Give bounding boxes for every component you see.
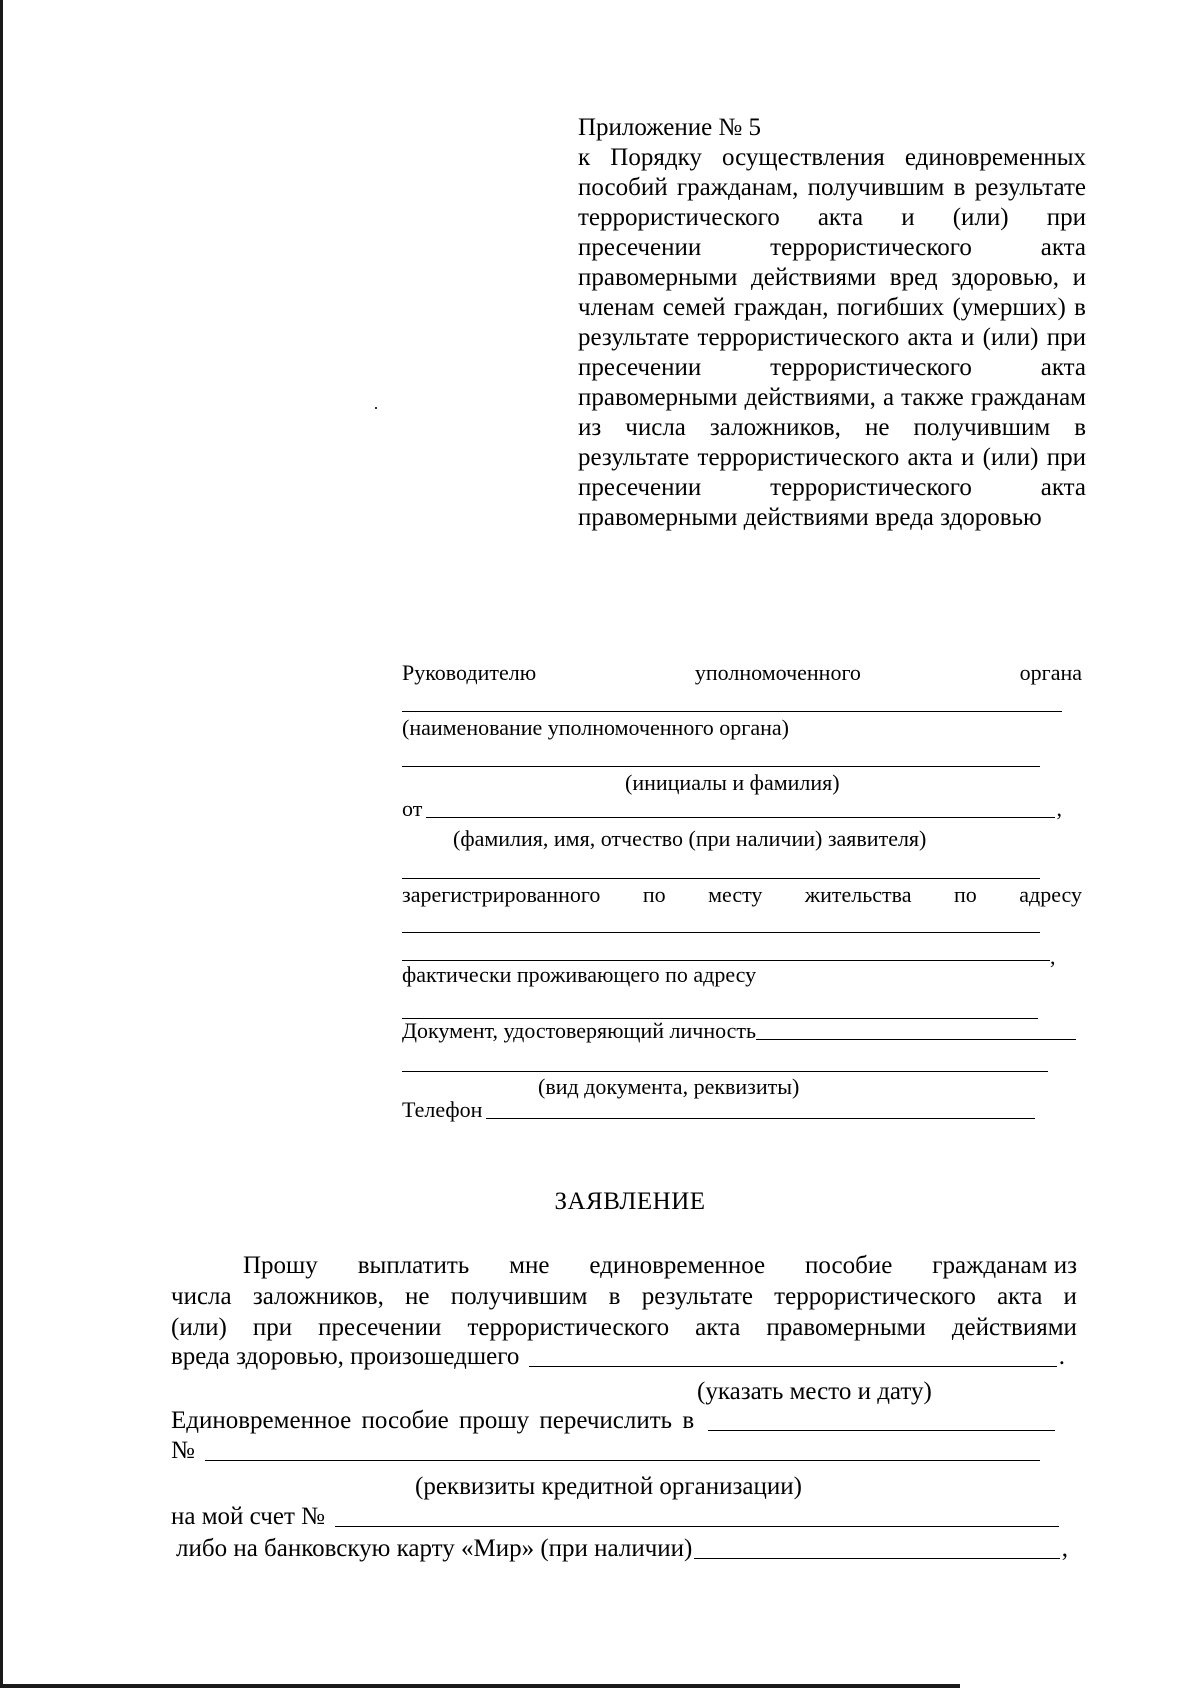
card-comma: , xyxy=(1061,1535,1068,1562)
statement-word: при xyxy=(252,1314,293,1341)
statement-word: не xyxy=(405,1283,430,1310)
registered-comma: , xyxy=(1050,944,1056,969)
statement-word: единовременное xyxy=(589,1252,766,1279)
statement-word: действиями xyxy=(951,1314,1077,1341)
addressee-word: уполномоченного xyxy=(694,660,861,685)
appendix-number: Приложение № 5 xyxy=(578,114,762,141)
registered-word: месту xyxy=(708,882,763,907)
statement-word: мне xyxy=(509,1252,550,1279)
id-document-line xyxy=(402,1018,1076,1044)
statement-word: заложников, xyxy=(252,1283,384,1310)
bank-hint: (реквизиты кредитной организации) xyxy=(415,1473,802,1500)
registered-address-field-1[interactable] xyxy=(402,932,1040,933)
appendix-description: к Порядку осуществления единовременных пособий гражданам, получившим в результате террористического акта и (или) при пресечении террористического акта правомерными действиями вред здоровью, и членам семей граждан, погибших (умерших) в результате террористического акта и (или) при пресечении террористического акта правомерными действиями, а также гражданам из числа заложников, не получившим в результате террористического акта и (или) при пресечении террористического акта правомерными действиями вреда здоровью xyxy=(578,144,1086,531)
appendix-block xyxy=(578,113,1086,533)
incident-period: . xyxy=(1058,1343,1065,1370)
registered-word: жительства xyxy=(804,882,912,907)
statement-word: террористического xyxy=(467,1314,670,1341)
statement-word: пресечении xyxy=(318,1314,442,1341)
statement-title: ЗАЯВЛЕНИЕ xyxy=(554,1188,706,1215)
number-sign: № xyxy=(171,1437,195,1464)
transfer-label: Единовременное пособие прошу перечислить в xyxy=(171,1407,695,1434)
card-number-field[interactable] xyxy=(694,1558,1059,1559)
statement-word: выплатить xyxy=(357,1252,470,1279)
addressee-word: органа xyxy=(1019,660,1082,685)
from-comma: , xyxy=(1056,796,1062,821)
registered-word: по xyxy=(642,882,666,907)
registered-address-line xyxy=(402,882,1082,908)
bank-name-field[interactable] xyxy=(708,1430,1055,1431)
account-number-field[interactable] xyxy=(335,1526,1059,1527)
id-document-label: Документ, удостоверяющий личность xyxy=(402,1018,757,1043)
actual-address-label: фактически проживающего по адресу xyxy=(402,962,757,987)
org-name-line[interactable] xyxy=(402,711,1062,712)
account-label: на мой счет № xyxy=(171,1503,325,1530)
statement-line-2 xyxy=(171,1283,1077,1311)
applicant-hint: (фамилия, имя, отчество (при наличии) заявителя) xyxy=(453,826,927,851)
place-date-hint: (указать место и дату) xyxy=(697,1378,932,1405)
statement-word: акта xyxy=(695,1314,741,1341)
card-label: либо на банковскую карту «Мир» (при наличии) xyxy=(176,1535,693,1562)
id-document-field[interactable] xyxy=(756,1039,1076,1040)
statement-word: и xyxy=(1063,1283,1077,1310)
registered-address-field-2[interactable] xyxy=(402,960,1050,961)
transfer-line xyxy=(171,1407,1055,1435)
phone-label: Телефон xyxy=(402,1097,483,1122)
registered-word: адресу xyxy=(1019,882,1082,907)
bank-details-field[interactable] xyxy=(205,1460,1040,1461)
statement-word: акта xyxy=(997,1283,1043,1310)
scan-speck xyxy=(375,407,377,409)
incident-label: вреда здоровью, произошедшего xyxy=(171,1343,520,1370)
statement-word: Прошу xyxy=(243,1252,318,1279)
statement-line-3 xyxy=(171,1314,1077,1342)
scan-edge-bottom xyxy=(0,1684,960,1688)
from-label: от xyxy=(402,796,423,821)
id-document-details-field[interactable] xyxy=(402,1071,1048,1072)
statement-word: получившим xyxy=(450,1283,588,1310)
doc-hint: (вид документа, реквизиты) xyxy=(538,1074,800,1099)
org-name-hint: (наименование уполномоченного органа) xyxy=(402,715,789,740)
statement-word: правомерными xyxy=(766,1314,926,1341)
applicant-name-line[interactable] xyxy=(426,817,1054,818)
initials-hint: (инициалы и фамилия) xyxy=(625,770,840,795)
addressee-head-line xyxy=(402,660,1082,686)
scan-edge-left xyxy=(0,0,3,1688)
applicant-extra-line[interactable] xyxy=(402,878,1040,879)
statement-word: террористического xyxy=(774,1283,976,1310)
statement-line-1 xyxy=(243,1252,1077,1280)
statement-word: в xyxy=(608,1283,621,1310)
statement-word: результате xyxy=(641,1283,753,1310)
head-initials-line[interactable] xyxy=(402,766,1040,767)
statement-word: (или) xyxy=(171,1314,227,1341)
card-line xyxy=(176,1535,1068,1563)
statement-word: пособие xyxy=(805,1252,893,1279)
account-line xyxy=(171,1503,1059,1531)
incident-line xyxy=(171,1343,1065,1371)
registered-word: по xyxy=(953,882,977,907)
phone-field[interactable] xyxy=(486,1118,1035,1119)
registered-word: зарегистрированного xyxy=(402,882,601,907)
phone-line xyxy=(402,1097,1035,1123)
from-line xyxy=(402,796,1062,822)
incident-place-date-field[interactable] xyxy=(529,1366,1056,1367)
statement-word: числа xyxy=(171,1283,232,1310)
bank-number-line xyxy=(171,1437,1040,1465)
addressee-word: Руководителю xyxy=(402,660,537,685)
statement-word: гражданам из xyxy=(932,1252,1077,1279)
